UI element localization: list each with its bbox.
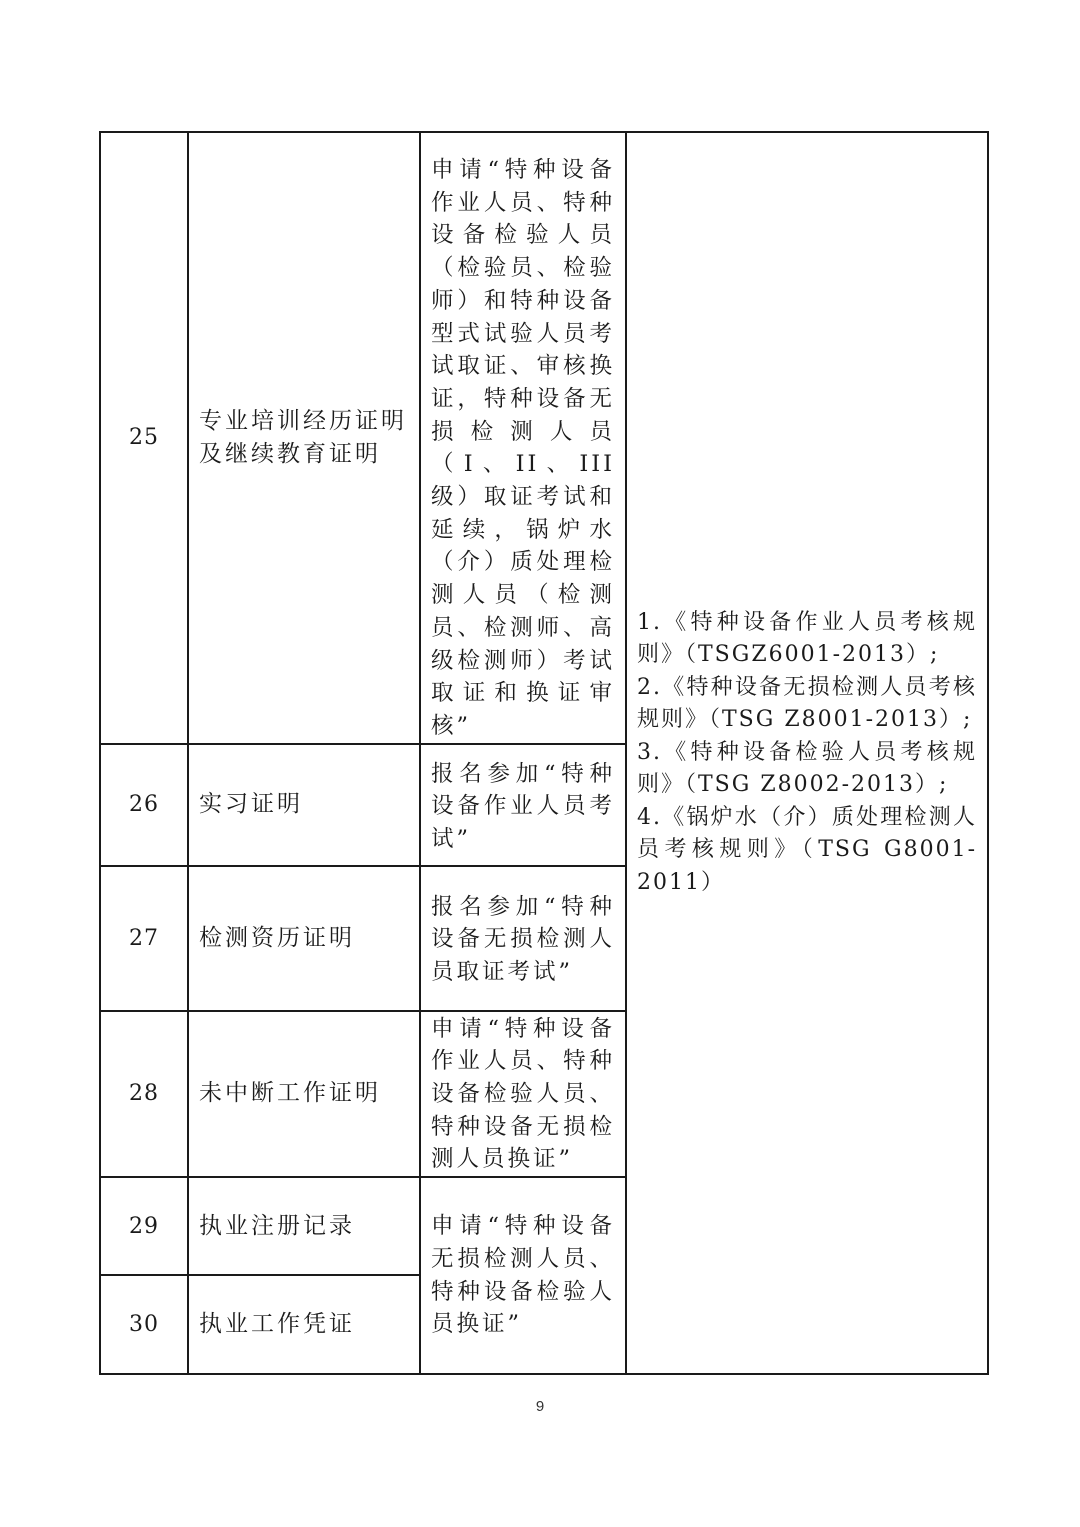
application-scope: 申请“特种设备作业人员、特种设备检验人员、特种设备无损检测人员换证” — [420, 1011, 626, 1178]
legal-basis-item: 4.《锅炉水（介）质处理检测人员考核规则》（TSG G8001-2011） — [637, 804, 977, 895]
document-name: 执业注册记录 — [188, 1177, 420, 1275]
application-scope: 报名参加“特种设备无损检测人员取证考试” — [420, 866, 626, 1011]
row-number: 30 — [100, 1275, 188, 1374]
row-number: 26 — [100, 744, 188, 866]
document-name: 实习证明 — [188, 744, 420, 866]
page-number: 9 — [535, 1398, 545, 1415]
row-number: 27 — [100, 866, 188, 1011]
application-scope: 报名参加“特种设备作业人员考试” — [420, 744, 626, 866]
row-number: 25 — [100, 132, 188, 744]
legal-basis-item: 3.《特种设备检验人员考核规则》（TSG Z8002-2013）; — [637, 739, 977, 798]
legal-basis-item: 1.《特种设备作业人员考核规则》（TSGZ6001-2013）; — [637, 609, 977, 668]
legal-basis-cell — [626, 132, 988, 1374]
row-number: 29 — [100, 1177, 188, 1275]
legal-basis-item: 2.《特种设备无损检测人员考核规则》（TSG Z8001-2013）; — [637, 674, 977, 733]
document-name: 未中断工作证明 — [188, 1011, 420, 1178]
document-name: 执业工作凭证 — [188, 1275, 420, 1374]
application-scope: 申请“特种设备无损检测人员、特种设备检验人员换证” — [420, 1177, 626, 1374]
document-name: 检测资历证明 — [188, 866, 420, 1011]
table-row — [100, 132, 988, 744]
application-scope: 申请“特种设备作业人员、特种设备检验人员（检验员、检验师）和特种设备型式试验人员考试取证、审核换证，特种设备无损检测人员（I、II、III级）取证考试和延续，锅炉水（介）质处理检测人员（检测员、检测师、高级检测师）考试取证和换证审核” — [420, 132, 626, 744]
document-name: 专业培训经历证明及继续教育证明 — [188, 132, 420, 744]
certificate-requirements-table — [99, 131, 989, 1375]
row-number: 28 — [100, 1011, 188, 1178]
